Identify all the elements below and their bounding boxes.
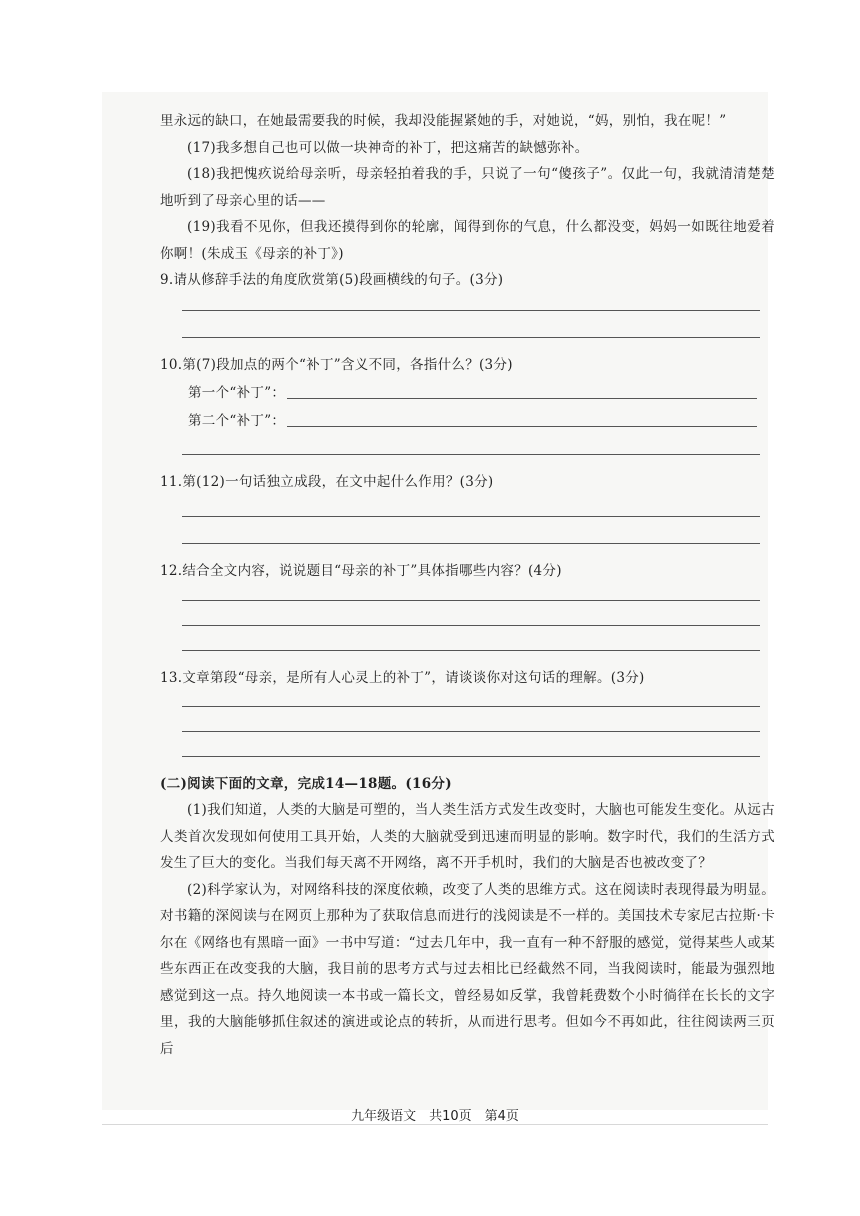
answer-line[interactable] — [182, 756, 760, 757]
footer-divider — [102, 1124, 768, 1125]
answer-line[interactable] — [182, 600, 760, 601]
answer-line[interactable] — [182, 337, 760, 338]
answer-line[interactable] — [182, 731, 760, 732]
paragraph-17: (17)我多想自己也可以做一块神奇的补丁，把这痛苦的缺憾弥补。 — [187, 139, 589, 156]
q10-first-row — [160, 378, 775, 406]
question-10: 10.第(7)段加点的两个“补丁”含义不同，各指什么？(3分) — [160, 356, 513, 373]
answer-line[interactable] — [182, 650, 760, 651]
question-12: 12.结合全文内容，说说题目“母亲的补丁”具体指哪些内容？(4分) — [160, 562, 562, 579]
answer-line[interactable] — [182, 625, 760, 626]
question-11: 11.第(12)一句话独立成段，在文中起什么作用？(3分) — [160, 474, 494, 490]
section-2-paragraph-2: (2)科学家认为，对网络科技的深度依赖，改变了人类的思维方式。这在阅读时表现得最为明显。对书籍的深阅读与在网页上那种为了获取信息而进行的浅阅读是不一样的。美国技术专家尼古拉斯·卡尔在《网络也有黑暗一面》一书中写道：“过去几年中，我一直有一种不舒服的感觉，觉得某些人或某些东西正在改变我的大脑，我目前的思考方式与过去相比已经截然不同，当我阅读时，能最为强烈地感觉到这一点。持久地阅读一本书或一篇长文，曾经易如反掌，我曾耗费数个小时徜徉在长长的文字里，我的大脑能够抓住叙述的演进或论点的转折，从而进行思考。但如今不再如此，往往阅读两三页后 — [160, 881, 775, 1057]
answer-line[interactable] — [182, 454, 760, 455]
answer-line[interactable] — [287, 398, 757, 399]
paragraph-16-end: 里永远的缺口，在她最需要我的时候，我却没能握紧她的手，对她说，“妈，别怕，我在呢！” — [160, 113, 727, 129]
answer-line[interactable] — [182, 310, 760, 311]
answer-line[interactable] — [287, 426, 757, 427]
page-footer: 九年级语文 共10页 第4页 — [351, 1109, 519, 1124]
answer-line[interactable] — [182, 543, 760, 544]
question-13: 13.文章第段“母亲，是所有人心灵上的补丁”，请谈谈你对这句话的理解。(3分) — [160, 670, 645, 686]
answer-line[interactable] — [182, 706, 760, 707]
paragraph-19: (19)我看不见你，但我还摸得到你的轮廓，闻得到你的气息，什么都没变，妈妈一如既往地爱着你啊！(朱成玉《母亲的补丁》) — [160, 219, 775, 262]
answer-line[interactable] — [182, 516, 760, 517]
page-content — [160, 108, 775, 1062]
q10-second-label: 第二个“补丁”： — [188, 412, 286, 429]
section-2-heading: (二)阅读下面的文章，完成14—18题。(16分) — [160, 775, 452, 792]
q10-second-row — [160, 406, 775, 434]
question-9: 9.请从修辞手法的角度欣赏第(5)段画横线的句子。(3分) — [160, 272, 504, 288]
paragraph-18: (18)我把愧疚说给母亲听，母亲轻拍着我的手，只说了一句“傻孩子”。仅此一句，我就清清楚楚地听到了母亲心里的话—— — [160, 166, 775, 209]
q10-first-label: 第一个“补丁”： — [188, 384, 286, 401]
section-2-paragraph-1: (1)我们知道，人类的大脑是可塑的，当人类生活方式发生改变时，大脑也可能发生变化。从远古人类首次发现如何使用工具开始，人类的大脑就受到迅速而明显的影响。数字时代，我们的生活方式发生了巨大的变化。当我们每天离不开网络，离不开手机时，我们的大脑是否也被改变了？ — [160, 802, 775, 871]
